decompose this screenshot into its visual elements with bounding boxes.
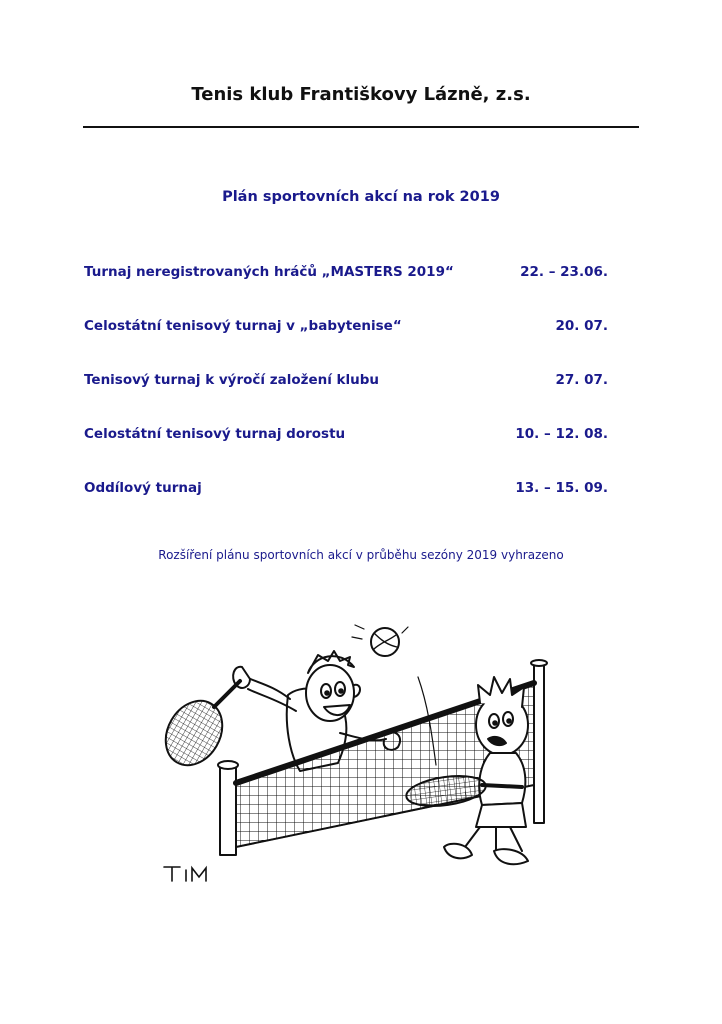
event-name: Turnaj neregistrovaných hráčů „MASTERS 2019“ [84,264,454,280]
event-date: 10. – 12. 08. [515,426,608,442]
event-name: Celostátní tenisový turnaj dorostu [84,426,346,442]
event-row [84,426,608,446]
event-row [84,318,608,338]
event-date: 20. 07. [555,318,608,334]
event-name: Tenisový turnaj k výročí založení klubu [84,372,380,388]
tennis-cartoon-illustration [150,615,570,885]
event-row [84,372,608,392]
event-date: 22. – 23.06. [520,264,608,280]
document-title: Tenis klub Františkovy Lázně, z.s. [191,84,531,105]
signature-mark [164,867,206,881]
event-date: 13. – 15. 09. [515,480,608,496]
event-name: Celostátní tenisový turnaj v „babytenise“ [84,318,402,334]
event-row [84,264,608,284]
plan-note: Rozšíření plánu sportovních akcí v průběhu sezóny 2019 vyhrazeno [158,548,564,562]
title-divider [83,126,639,128]
event-name: Oddílový turnaj [84,480,202,496]
event-date: 27. 07. [555,372,608,388]
event-row [84,480,608,500]
plan-subtitle: Plán sportovních akcí na rok 2019 [222,189,500,205]
